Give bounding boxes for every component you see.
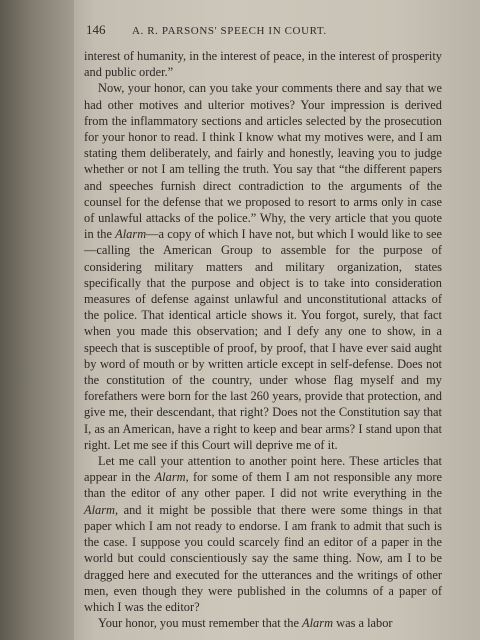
- paragraph: [84, 80, 442, 453]
- italic-text: Alarm: [84, 502, 115, 517]
- paragraph: [84, 48, 442, 80]
- paragraph-text: Now, your honor, can you take your comments there and say that we had other motives and ulterior motives? Your impression is derived from the inflammatory sections and articles selected by the prosecution for your honor to read. I think I know what my motives were, and I am stating them deliberately, and fairly and honestly, leaving you to judge whether or not I am telling the truth. You say that “the different papers and speeches furnish direct contradiction to the arguments of the counsel for the defense that we proposed to resort to arms only in case of unlawful attacks of the police.” Why, the very article that you quote in the: [84, 81, 442, 242]
- paragraph: [84, 615, 442, 631]
- page-header: [86, 22, 378, 38]
- paragraph-text: was a labor: [333, 616, 393, 631]
- book-gutter-shadow: [0, 0, 74, 640]
- paragraph: [84, 453, 442, 615]
- italic-text: Alarm: [302, 616, 334, 631]
- paragraph-text: , and it might be possible that there were some things in that paper which I am not ready to endorse. I am frank to admit that such is the case. I suppose you could scarcely find an editor of a paper in the world but could conscientiously say the same thing. Now, am I to be dragged here and executed for the utterances and the writings of other men, even though they were published in the columns of a paper of which I was the editor?: [84, 502, 442, 614]
- paragraph-text: Let me call your attention to another point here. These articles that appear in the: [84, 454, 442, 485]
- italic-text: Alarm: [115, 227, 147, 242]
- body-text: [84, 48, 442, 631]
- paragraph-text: , for some of them I am not responsible any more than the editor of any other paper. I did not write everything in the: [84, 470, 442, 501]
- running-head: A. R. PARSONS' SPEECH IN COURT.: [132, 25, 327, 37]
- page-number: 146: [86, 22, 106, 37]
- paragraph-text: Your honor, you must remember that the: [98, 616, 303, 631]
- paragraph-text: —a copy of which I have not, but which I would like to see—calling the American Group to assemble for the purpose of considering military matters and military organization, states specifically that the purpose and object is to take into consideration measures of defense against unlawful and unconstitutional attacks of the police. That identical article shows it. You forgot, surely, that fact when you made this observation; and I defy any one to show, in a speech that is susceptible of proof, by proof, that I have ever said aught by word of mouth or by written article except in self-defense. Does not the constitution of the country, under whose flag myself and my forefathers were born for the last 260 years, provide that protection, and give me, their descendant, that right? Does not the Constitution say that I, as an American, have a right to keep and bear arms? I stand upon that right. Let me see if this Court will deprive me of it.: [84, 227, 442, 452]
- italic-text: Alarm: [154, 470, 186, 485]
- paragraph-text: interest of humanity, in the interest of peace, in the interest of prosperity and public order.”: [84, 49, 442, 80]
